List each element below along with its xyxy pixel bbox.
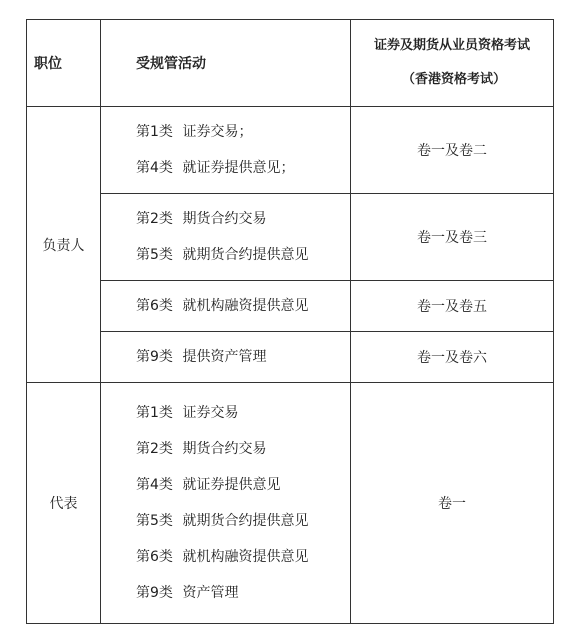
activity-category: 第5类: [136, 247, 173, 263]
activity-category: 第1类: [136, 405, 173, 421]
activity-text: 证券交易；: [182, 124, 253, 140]
activity-line: [136, 539, 350, 575]
activity-text: 就机构融资提供意见: [182, 298, 309, 314]
activity-category: 第9类: [136, 349, 173, 365]
activity-category: 第6类: [136, 298, 173, 314]
exam-cell: 卷一及卷五: [351, 281, 554, 332]
activity-category: 第1类: [136, 124, 173, 140]
activity-text: 证券交易: [182, 405, 239, 421]
activity-text: 就期货合约提供意见: [182, 513, 309, 529]
activity-text: 期货合约交易: [182, 441, 267, 457]
table-row: [27, 194, 554, 281]
header-exam-subtitle: （香港资格考试）: [401, 72, 506, 87]
activity-category: 第4类: [136, 160, 173, 176]
activity-text: 提供资产管理: [182, 349, 267, 365]
header-exam: [351, 20, 554, 107]
activity-category: 第2类: [136, 441, 173, 457]
activity-text: 就期货合约提供意见: [182, 247, 309, 263]
role-responsible: 负责人: [27, 107, 101, 383]
exam-cell: 卷一及卷六: [351, 332, 554, 383]
activity-text: 就证券提供意见: [182, 477, 281, 493]
exam-cell: 卷一: [351, 383, 554, 624]
table-row: [27, 107, 554, 194]
activity-line: [136, 431, 350, 467]
activity-category: 第5类: [136, 513, 173, 529]
activity-line: [136, 467, 350, 503]
activity-text: 资产管理: [182, 585, 239, 601]
activity-line: [136, 150, 350, 186]
table-row: [27, 332, 554, 383]
activity-cell: [101, 383, 351, 624]
header-exam-title: 证券及期货从业员资格考试: [373, 38, 530, 53]
table-row: [27, 281, 554, 332]
activity-line: [136, 114, 350, 150]
activity-line: [136, 201, 350, 237]
header-activity: 受规管活动: [101, 20, 351, 107]
activity-text: 就机构融资提供意见: [182, 549, 309, 565]
activity-line: [136, 237, 350, 273]
exam-cell: 卷一及卷二: [351, 107, 554, 194]
table-header-row: [27, 20, 554, 107]
activity-cell: [101, 194, 351, 281]
activity-line: [136, 503, 350, 539]
activity-line: [136, 395, 350, 431]
exam-cell: 卷一及卷三: [351, 194, 554, 281]
activity-category: 第6类: [136, 549, 173, 565]
activity-text: 期货合约交易: [182, 211, 267, 227]
activity-line: [136, 339, 350, 375]
activity-line: [136, 575, 350, 611]
header-role: 职位: [27, 20, 101, 107]
activity-category: 第9类: [136, 585, 173, 601]
activity-category: 第4类: [136, 477, 173, 493]
activity-cell: [101, 107, 351, 194]
table-row: [27, 383, 554, 624]
activity-text: 就证券提供意见；: [182, 160, 295, 176]
exam-requirements-table: [26, 19, 554, 624]
activity-category: 第2类: [136, 211, 173, 227]
role-representative: 代表: [27, 383, 101, 624]
activity-cell: [101, 281, 351, 332]
activity-line: [136, 288, 350, 324]
activity-cell: [101, 332, 351, 383]
